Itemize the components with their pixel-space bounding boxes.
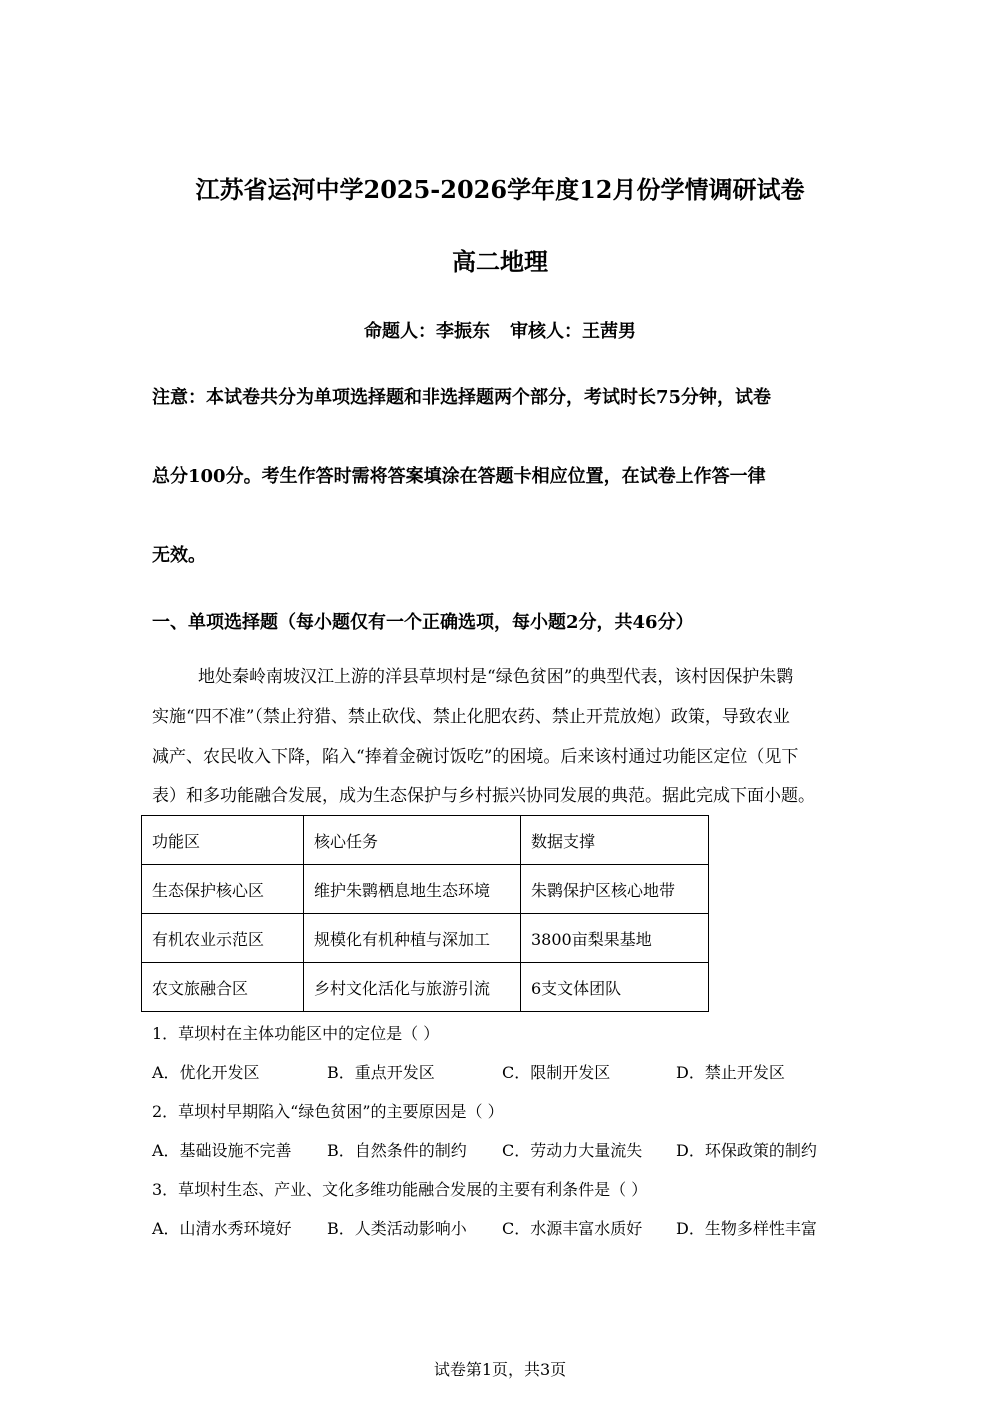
table-cell: 规模化有机种植与深加工 [304, 914, 521, 963]
table-cell: 有机农业示范区 [142, 914, 304, 963]
table-header-cell: 功能区 [142, 816, 304, 865]
table-row [142, 963, 709, 1012]
notice-line-2: 总分100分。考生作答时需将答案填涂在答题卡相应位置，在试卷上作答一律 [152, 466, 766, 487]
option-d: D．环保政策的制约 [676, 1141, 817, 1160]
option-c: C．水源丰富水质好 [502, 1219, 643, 1238]
notice-line-3: 无效。 [152, 545, 206, 566]
table-cell: 乡村文化活化与旅游引流 [304, 963, 521, 1012]
option-d: D．生物多样性丰富 [676, 1219, 817, 1238]
table-cell: 维护朱鹮栖息地生态环境 [304, 865, 521, 914]
option-b: B．人类活动影响小 [327, 1219, 467, 1238]
table-cell: 生态保护核心区 [142, 865, 304, 914]
passage-line-1: 地处秦岭南坡汉江上游的洋县草坝村是“绿色贫困”的典型代表，该村因保护朱鹮 [198, 667, 794, 687]
reviewer-label: 审核人：王茜男 [510, 321, 636, 342]
question-2-stem: 2．草坝村早期陷入“绿色贫困”的主要原因是（ ） [152, 1102, 504, 1121]
notice-line-1: 注意：本试卷共分为单项选择题和非选择题两个部分，考试时长75分钟，试卷 [152, 387, 772, 408]
option-a: A．基础设施不完善 [152, 1141, 292, 1160]
section-heading: 一、单项选择题（每小题仅有一个正确选项，每小题2分，共46分） [152, 612, 694, 633]
table-cell: 6支文体团队 [521, 963, 709, 1012]
option-c: C．劳动力大量流失 [502, 1141, 643, 1160]
table-row [142, 914, 709, 963]
option-a: A．优化开发区 [152, 1063, 260, 1082]
table-header-cell: 数据支撑 [521, 816, 709, 865]
exam-title: 江苏省运河中学2025-2026学年度12月份学情调研试卷 [195, 175, 805, 204]
question-3-stem: 3．草坝村生态、产业、文化多维功能融合发展的主要有利条件是（ ） [152, 1180, 648, 1199]
exam-subject: 高二地理 [452, 247, 548, 276]
passage-line-3: 减产、农民收入下降，陷入“捧着金碗讨饭吃”的困境。后来该村通过功能区定位（见下 [152, 747, 799, 767]
option-b: B．重点开发区 [327, 1063, 435, 1082]
table-cell: 农文旅融合区 [142, 963, 304, 1012]
passage-line-4: 表）和多功能融合发展，成为生态保护与乡村振兴协同发展的典范。据此完成下面小题。 [152, 786, 815, 806]
table-header-row [142, 816, 709, 865]
option-c: C．限制开发区 [502, 1063, 611, 1082]
option-d: D．禁止开发区 [676, 1063, 785, 1082]
page-footer: 试卷第1页，共3页 [433, 1360, 567, 1379]
exam-authors [0, 317, 1000, 343]
setter-label: 命题人：李振东 [364, 321, 490, 342]
table-header-cell: 核心任务 [304, 816, 521, 865]
table-cell: 朱鹮保护区核心地带 [521, 865, 709, 914]
option-b: B．自然条件的制约 [327, 1141, 467, 1160]
function-zone-table [141, 815, 709, 1012]
table-row [142, 865, 709, 914]
option-a: A．山清水秀环境好 [152, 1219, 292, 1238]
table-cell: 3800亩梨果基地 [521, 914, 709, 963]
passage-line-2: 实施“四不准”（禁止狩猎、禁止砍伐、禁止化肥农药、禁止开荒放炮）政策，导致农业 [152, 707, 790, 727]
question-1-stem: 1．草坝村在主体功能区中的定位是（ ） [152, 1024, 440, 1043]
